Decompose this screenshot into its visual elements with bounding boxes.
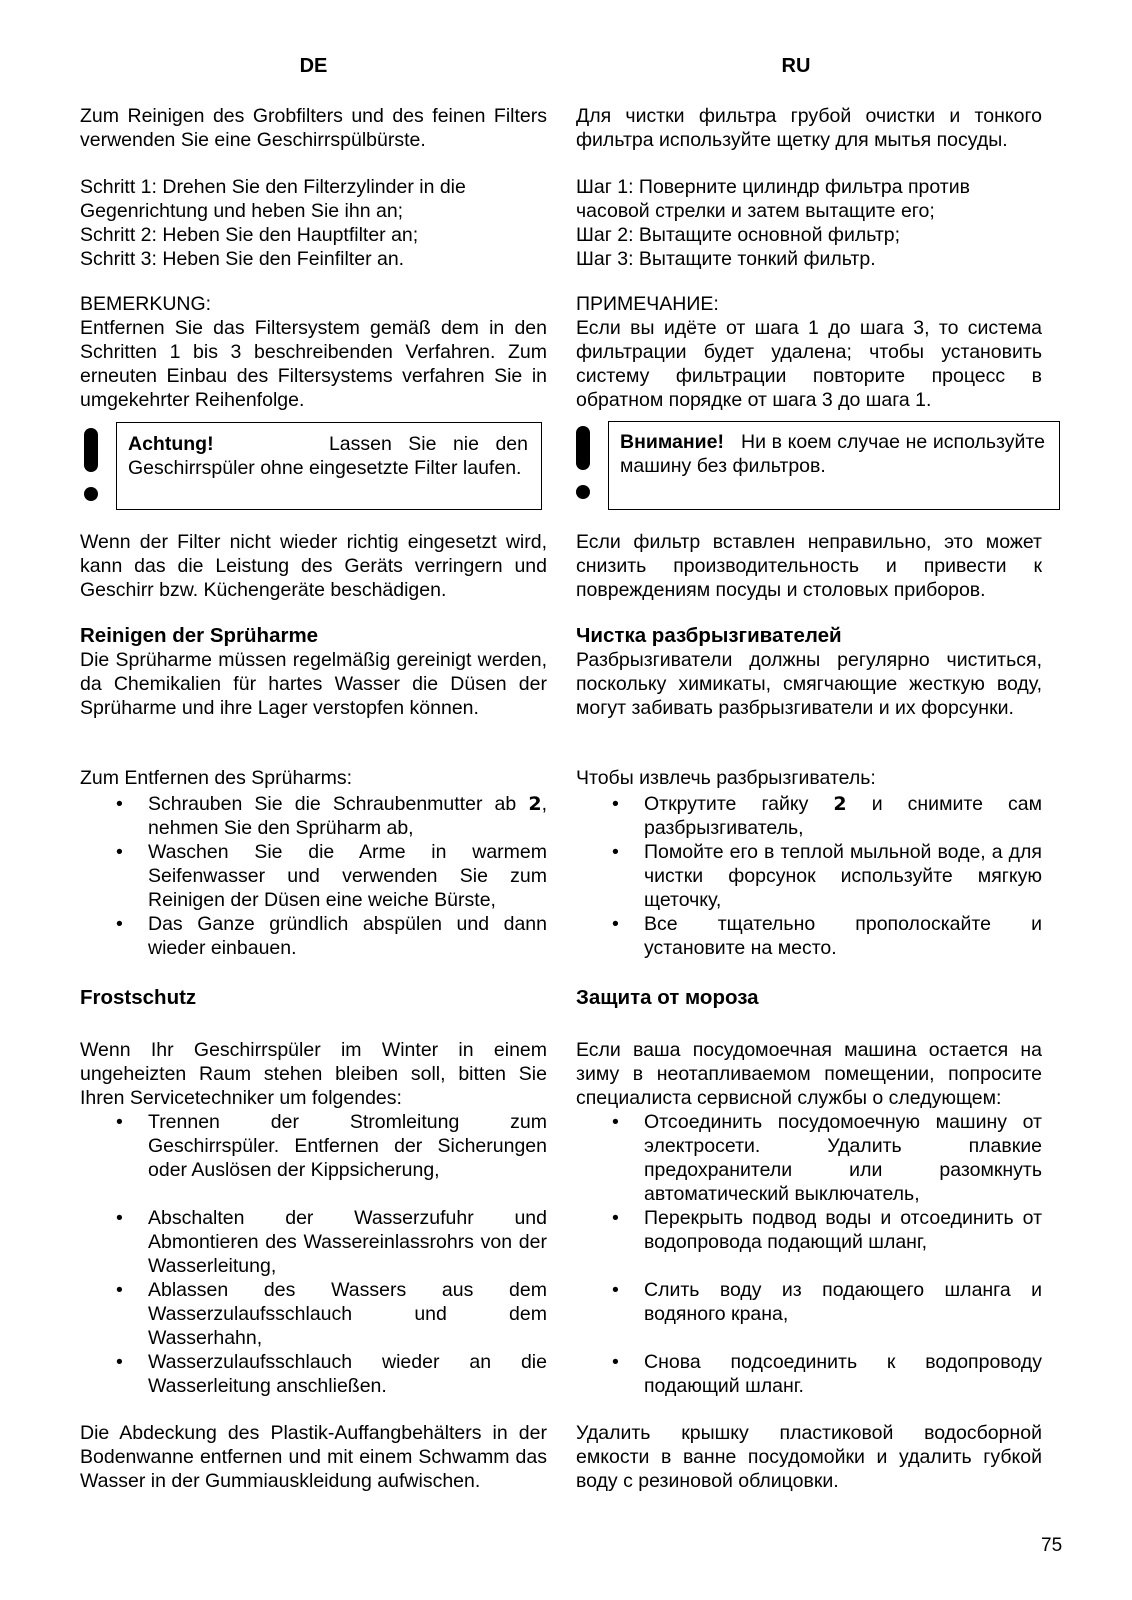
list-item: • Trennen der Stromleitung zum Geschirrspüler. Entfernen der Sicherungen oder Auslösen der Kippsicherung, [80, 1110, 547, 1182]
remove-label-de: Zum Entfernen des Sprüharms: [80, 767, 353, 789]
step-3-ru: Шаг 3: Вытащите тонкий фильтр. [576, 248, 876, 270]
list-item: • Abschalten der Wasserzufuhr und Abmontieren des Wassereinlassrohrs von der Wasserleitung, [80, 1206, 547, 1278]
list-item: • Все тщательно прополоскайте и установите на место. [576, 912, 1042, 960]
list-item: • Снова подсоединить к водопроводу подающий шланг. [576, 1350, 1042, 1398]
intro-paragraph-de: Zum Reinigen des Grobfilters und des feinen Filters verwenden Sie eine Geschirrspülbürste. [80, 105, 547, 151]
list-item: • Das Ganze gründlich abspülen und dann wieder einbauen. [80, 912, 547, 960]
part-number-marker: 2 [833, 793, 847, 815]
step-1-de: Schritt 1: Drehen Sie den Filterzylinder in die Gegenrichtung und heben Sie ihn an; [80, 176, 466, 222]
list-item: • Отсоединить посудомоечную машину от электросети. Удалить плавкие предохранители или разомкнуть автоматический выключатель, [576, 1110, 1042, 1206]
list-item: • Открутите гайку 2 и снимите сам разбрызгиватель, [576, 792, 1042, 840]
list-item: • Waschen Sie die Arme in warmem Seifenwasser und verwenden Sie zum Reinigen der Düsen eine weiche Bürste, [80, 840, 547, 912]
after-warning-ru: Если фильтр вставлен неправильно, это может снизить производительность и привести к повреждениям посуды и столовых приборов. [576, 531, 1042, 601]
part-number-marker: 2 [528, 793, 542, 815]
final-paragraph-de: Die Abdeckung des Plastik-Auffangbehälters in der Bodenwanne entfernen und mit einem Schwamm das Wasser in der Gummiauskleidung aufwischen. [80, 1422, 547, 1492]
frost-text-de: Wenn Ihr Geschirrspüler im Winter in einem ungeheizten Raum stehen bleiben soll, bitten Sie Ihren Servicetechniker um folgendes: [80, 1039, 547, 1109]
note-label-de: BEMERKUNG: [80, 293, 212, 315]
frost-heading-ru: Защита от мороза [576, 986, 759, 1009]
steps-ru [576, 175, 1056, 271]
spray-heading-de: Reinigen der Sprüharme [80, 624, 319, 647]
steps-de [80, 175, 547, 271]
remove-label-ru: Чтобы извлечь разбрызгиватель: [576, 767, 876, 789]
warning-box-de [116, 422, 542, 510]
list-item: • Слить воду из подающего шланга и водяного крана, [576, 1278, 1042, 1326]
warning-label-de: Achtung! [128, 433, 214, 455]
note-label-ru: ПРИМЕЧАНИЕ: [576, 293, 719, 315]
frost-list-de [80, 1110, 547, 1398]
warning-content-ru [620, 430, 1045, 478]
spray-heading-ru: Чистка разбрызгивателей [576, 624, 842, 647]
list-item: • Ablassen des Wassers aus dem Wasserzulaufsschlauch und dem Wasserhahn, [80, 1278, 547, 1350]
spray-text-ru: Разбрызгиватели должны регулярно чиститься, поскольку химикаты, смягчающие жесткую воду, могут забивать разбрызгиватели и их форсунки. [576, 649, 1042, 719]
step-3-de: Schritt 3: Heben Sie den Feinfilter an. [80, 248, 405, 270]
frost-text-ru: Если ваша посудомоечная машина остается на зиму в неотапливаемом помещении, попросите специалиста сервисной службы о следующем: [576, 1039, 1042, 1109]
warning-label-ru: Внимание! [620, 431, 724, 453]
list-item: • Перекрыть подвод воды и отсоединить от водопровода подающий шланг, [576, 1206, 1042, 1254]
remove-list-ru [576, 792, 1042, 960]
language-header-de: DE [299, 55, 328, 77]
after-warning-de: Wenn der Filter nicht wieder richtig eingesetzt wird, kann das die Leistung des Geräts verringern und Geschirr bzw. Küchengeräte beschädigen. [80, 531, 547, 601]
warning-content-de [128, 432, 528, 480]
language-header-ru: RU [781, 55, 811, 77]
step-1-ru: Шаг 1: Поверните цилиндр фильтра против часовой стрелки и затем вытащите его; [576, 176, 970, 222]
note-text-ru: Если вы идёте от шага 1 до шага 3, то система фильтрации будет удалена; чтобы установить систему фильтрации повторите процесс в обратном порядке от шага 3 до шага 1. [576, 317, 1042, 411]
warning-text-de: Lassen Sie nie den Geschirrspüler ohne eingesetzte Filter laufen. [128, 433, 528, 479]
list-item: • Wasserzulaufsschlauch wieder an die Wasserleitung anschließen. [80, 1350, 547, 1398]
intro-paragraph-ru: Для чистки фильтра грубой очистки и тонкого фильтра используйте щетку для мытья посуды. [576, 105, 1042, 151]
warning-box-ru [608, 421, 1060, 510]
list-item: • Schrauben Sie die Schraubenmutter ab 2, nehmen Sie den Sprüharm ab, [80, 792, 547, 840]
frost-list-ru [576, 1110, 1042, 1398]
final-paragraph-ru: Удалить крышку пластиковой водосборной емкости в ванне посудомойки и удалить губкой воду с резиновой облицовки. [576, 1422, 1042, 1492]
step-2-ru: Шаг 2: Вытащите основной фильтр; [576, 224, 901, 246]
remove-list-de [80, 792, 547, 960]
spray-text-de: Die Sprüharme müssen regelmäßig gereinigt werden, da Chemikalien für hartes Wasser die Düsen der Sprüharme und ihre Lager verstopfen können. [80, 649, 547, 719]
list-item: • Помойте его в теплой мыльной воде, а для чистки форсунок используйте мягкую щеточку, [576, 840, 1042, 912]
warning-text-ru: Ни в коем случае не используйте машину без фильтров. [620, 431, 1045, 477]
frost-heading-de: Frostschutz [80, 986, 197, 1009]
note-text-de: Entfernen Sie das Filtersystem gemäß dem in den Schritten 1 bis 3 beschreibenden Verfahren. Zum erneuten Einbau des Filtersystems verfahren Sie in umgekehrter Reihenfolge. [80, 317, 547, 411]
page-number: 75 [1041, 1535, 1063, 1556]
step-2-de: Schritt 2: Heben Sie den Hauptfilter an; [80, 224, 419, 246]
